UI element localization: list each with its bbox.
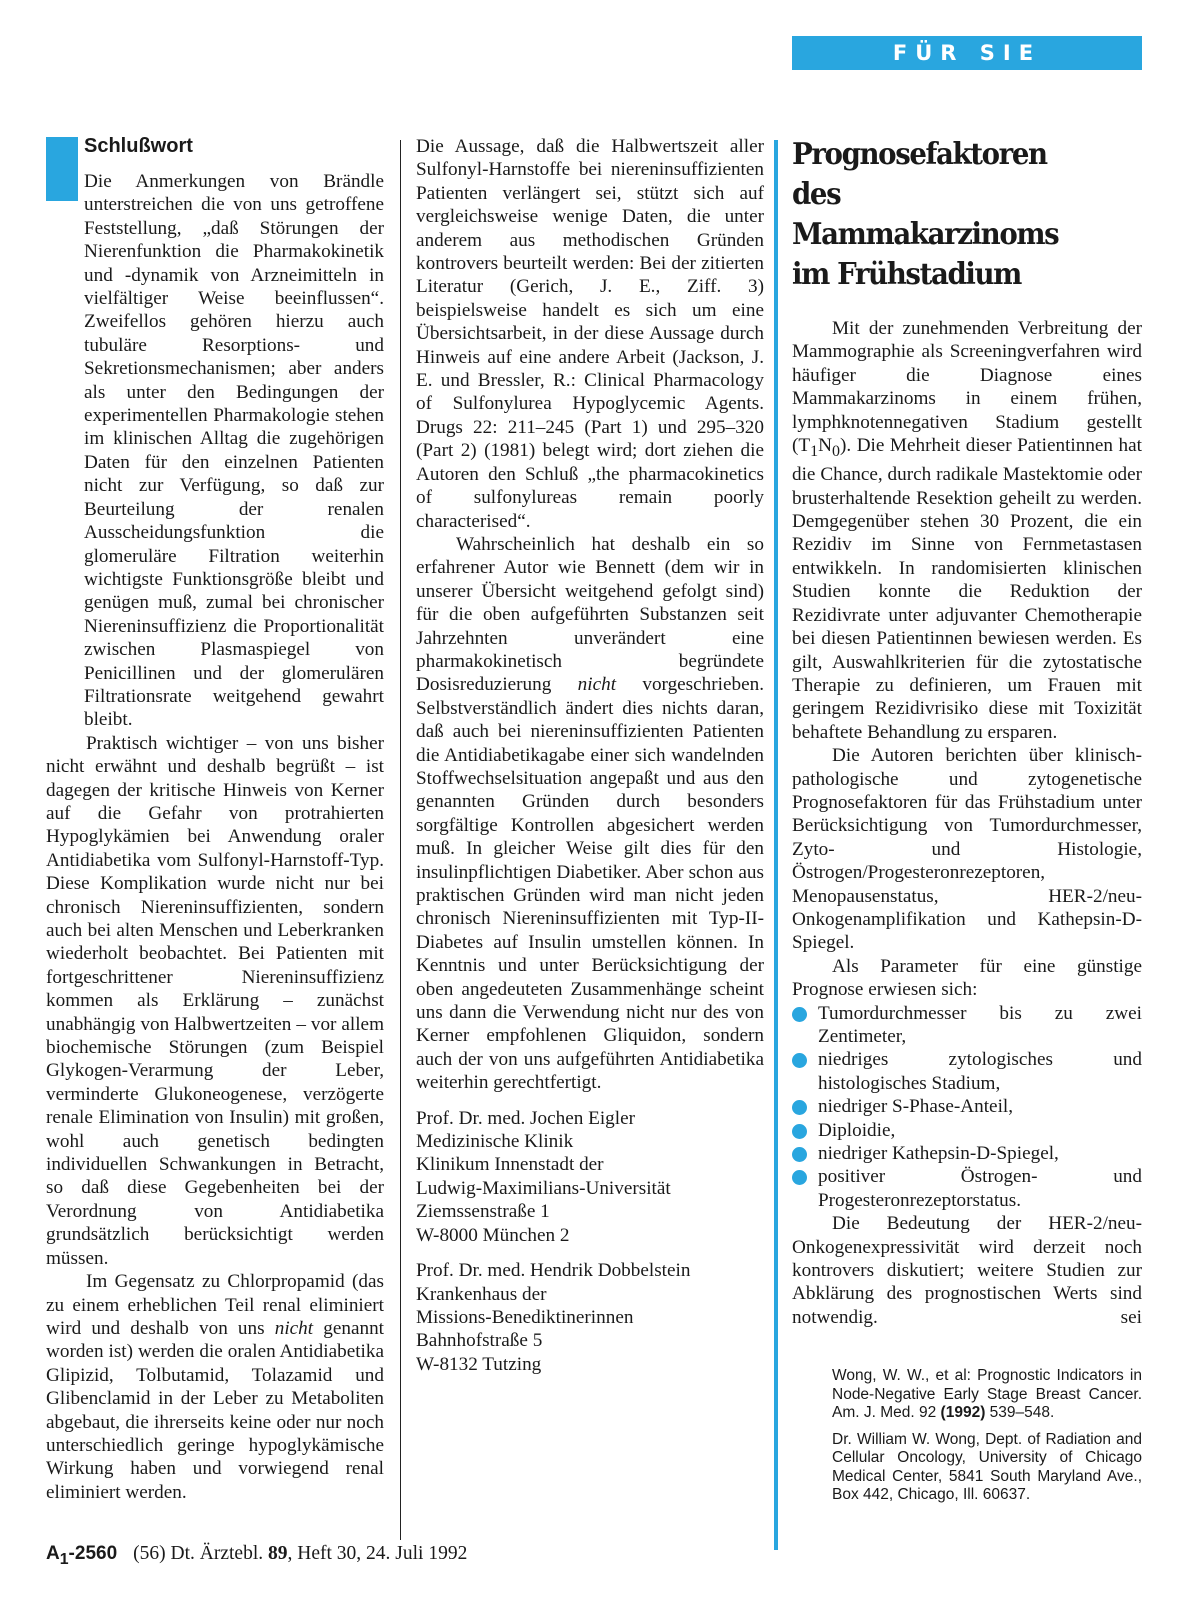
section-heading-block xyxy=(46,135,384,732)
list-item: Tumordurchmesser bis zu zwei Zentimeter, xyxy=(792,1002,1142,1049)
list-item: positiver Östrogen- und Progesteronrezeptorstatus. xyxy=(792,1165,1142,1212)
column-article xyxy=(792,135,1142,1513)
author-address: Prof. Dr. med. Jochen Eigler Medizinische Klinik Klinikum Innenstadt der Ludwig-Maximilians-Universität Ziemssenstraße 1 W-8000 München 2 xyxy=(416,1107,671,1246)
section-banner: FÜR SIE REFERIERT xyxy=(792,36,1142,70)
author-signoff: sei xyxy=(1120,1306,1142,1328)
paragraph: Die Autoren berichten über klinisch-pathologische und zytogenetische Prognosefaktoren für das Frühstadium unter Berücksichtigung von Tumordurchmesser, Zyto- und Histologie, Östrogen/Progesteronrezeptoren, Menopausenstatus, HER-2/neu-Onkogenamplifikation und Kathepsin-D-Spiegel. xyxy=(792,745,1142,954)
column-letter-reply xyxy=(46,135,384,1504)
paragraph: Die Bedeutung der HER-2/neu-Onkogenexpressivität wird derzeit noch kontrovers diskutiert; weitere Studien zur Abklärung des prognostischen Werts sind notwendig. sei xyxy=(792,1213,1142,1328)
column-letter-reply-cont xyxy=(416,135,764,1376)
author-address: Prof. Dr. med. Hendrik Dobbelstein Krankenhaus der Missions-Benediktinerinnen Bahnhofstraße 5 W-8132 Tutzing xyxy=(416,1260,691,1375)
bullet-dot-icon xyxy=(792,1100,807,1115)
article-headline: Prognosefaktoren des Mammakarzinoms im Frühstadium xyxy=(792,137,1059,292)
reference-citation: Wong, W. W., et al: Prognostic Indicators in Node-Negative Early Stage Breast Cancer. Am. J. Med. 92 (1992) 539–548. xyxy=(832,1367,1142,1422)
bullet-dot-icon xyxy=(792,1170,807,1185)
paragraph: Als Parameter für eine günstige Prognose erwiesen sich: xyxy=(792,955,1142,1001)
reference-address: Dr. William W. Wong, Dept. of Radiation and Cellular Oncology, University of Chicago Medical Center, 5841 South Maryland Ave., Box 442, Chicago, Ill. 60637. xyxy=(832,1430,1142,1504)
column-divider xyxy=(400,140,401,1540)
paragraph: Praktisch wichtiger – von uns bisher nicht erwähnt und deshalb begrüßt – ist dagegen der kritische Hinweis von Kerner auf die Gefahr von protrahierten Hypoglykämien bei Anwendung oraler Antidiabetika vom Sulfonyl-Harnstoff-Typ. Diese Komplikation wurde nicht nur bei chronisch Niereninsuffizienten, sondern auch bei alten Menschen und Leberkranken wiederholt beobachtet. Bei Patienten mit fortgeschrittener Niereninsuffizienz kommen als Erklärung – zunächst unabhängig von Halbwertzeiten – vor allem biochemische Störungen (zum Beispiel Glykogen-Verarmung der Leber, verminderte Glukoneogenese, verzögerte renale Elimination von Insulin) mit großen, wohl auch genetisch bedingten individuellen Schwankungen in Betracht, so daß diese Gegebenheiten bei der Verordnung von Antidiabetika grundsätzlich berücksichtigt werden müssen. xyxy=(46,732,384,1269)
bullet-dot-icon xyxy=(792,1053,807,1068)
bullet-dot-icon xyxy=(792,1124,807,1139)
references xyxy=(792,1367,1142,1505)
paragraph: Im Gegensatz zu Chlorpropamid (das zu einem erheblichen Teil renal eliminiert wird und deshalb von uns nicht genannt worden ist) werden die oralen Antidiabetika Glipizid, Tolbutamid, Tolazamid und Glibenclamid in der Leber zu Metaboliten abgebaut, die ihrerseits keine oder nur noch unterschiedlich geringe hypoglykämische Wirkung haben und vorwiegend renal eliminiert werden. xyxy=(46,1271,384,1503)
list-item: Diploidie, xyxy=(792,1119,1142,1142)
paragraph: Die Aussage, daß die Halbwertszeit aller Sulfonyl-Harnstoffe bei niereninsuffizienten Patienten verlängert sei, stützt sich auf vergleichsweise wenige Daten, die unter anderem aus methodischen Gründen kontrovers beurteilt werden: Bei der zitierten Literatur (Gerich, J. E., Ziff. 3) beispielsweise handelt es sich um eine Übersichtsarbeit, in der diese Aussage durch Hinweis auf eine andere Arbeit (Jackson, J. E. und Bressler, R.: Clinical Pharmacology of Sulfonylurea Hypoglycemic Agents. Drugs 22: 211–245 (Part 1) und 295–320 (Part 2) (1981) belegt wird; dort ziehen die Autoren den Schluß „the pharmacokinetics of sulfonylureas remain poorly characterised“. xyxy=(416,136,764,532)
prognosis-list xyxy=(792,1002,1142,1213)
bullet-dot-icon xyxy=(792,1007,807,1022)
list-item: niedriger Kathepsin-D-Spiegel, xyxy=(792,1142,1142,1165)
column-accent-bar xyxy=(774,140,778,1550)
page-footer: $A_1-2560$ (56) Dt. Ärztebl. 89, Heft 30, 24. Juli 1992 xyxy=(46,1543,468,1568)
list-item: niedriger S-Phase-Anteil, xyxy=(792,1095,1142,1118)
list-item: niedriges zytologisches und histologisches Stadium, xyxy=(792,1048,1142,1095)
accent-block xyxy=(46,137,78,201)
paragraph: Mit der zunehmenden Verbreitung der Mammographie als Screeningverfahren wird häufiger die Diagnose eines Mammakarzinoms in einem frühen, lymphknotennegativen Stadium gestellt $(T_1N_0)$. Die Mehrheit dieser Patientinnen hat die Chance, durch radikale Mastektomie oder brusterhaltende Resektion geheilt zu werden. Demgegenüber stehen 30 Prozent, die ein Rezidiv im Sinne von Fernmetastasen entwikkeln. In randomisierten klinischen Studien konnte die Reduktion der Rezidivrate unter adjuvanter Chemotherapie bei diesen Patientinnen bewiesen werden. Es gilt, Auswahlkriterien für die zytostatische Therapie zu definieren, um Frauen mit geringem Rezidivrisiko diese mit Toxizität behaftete Behandlung zu ersparen. xyxy=(792,318,1142,743)
section-title: Schlußwort xyxy=(84,135,193,157)
bullet-dot-icon xyxy=(792,1147,807,1162)
paragraph: Wahrscheinlich hat deshalb ein so erfahrener Autor wie Bennett (dem wir in unserer Übersicht weitgehend gefolgt sind) für die oben aufgeführten Substanzen seit Jahrzehnten unverändert eine pharmakokinetisch begründete Dosisreduzierung nicht vorgeschrieben. Selbstverständlich ändert dies nichts daran, daß auch bei niereninsuffizienten Patienten die Antidiabetikagabe einer sich wandelnden Stoffwechselsituation angepaßt und aus den genannten Gründen durch besonders sorgfältige Kontrollen abgesichert werden muß. In gleicher Weise gilt dies für den insulinpflichtigen Diabetiker. Aber schon aus praktischen Gründen wird man nicht jeden chronisch Niereninsuffizienten mit Typ-II-Diabetes auf Insulin umstellen können. In Kenntnis und unter Berücksichtigung der oben angedeuteten Zusammenhänge scheint uns dann die Verwendung nicht nur des von Kerner empfohlenen Gliquidon, sondern auch der von uns aufgeführten Antidiabetika weiterhin gerechtfertigt. xyxy=(416,533,764,1094)
page-number: $A_1-2560$ xyxy=(46,1543,118,1568)
paragraph: Die Anmerkungen von Brändle unterstreichen die von uns getroffene Feststellung, „daß Störungen der Nierenfunktion die Pharmakokinetik und -dynamik von Arzneimitteln in vielfältiger Weise beeinflussen“. Zweifellos gehören hierzu auch tubuläre Resorptions- und Sekretionsmechanismen; aber anders als unter den Bedingungen der experimentellen Pharmakologie stehen im klinischen Alltag die zugehörigen Daten für den einzelnen Patienten nicht zur Verfügung, so daß zur Beurteilung der renalen Ausscheidungsfunktion die glomeruläre Filtration weiterhin wichtigste Funktionsgröße bleibt und genügen muß, zumal bei chronischer Niereninsuffizienz die Proportionalität zwischen Plasmaspiegel von Penicillinen und der glomerulären Filtrationsrate weitgehend gewahrt bleibt. xyxy=(84,171,384,731)
